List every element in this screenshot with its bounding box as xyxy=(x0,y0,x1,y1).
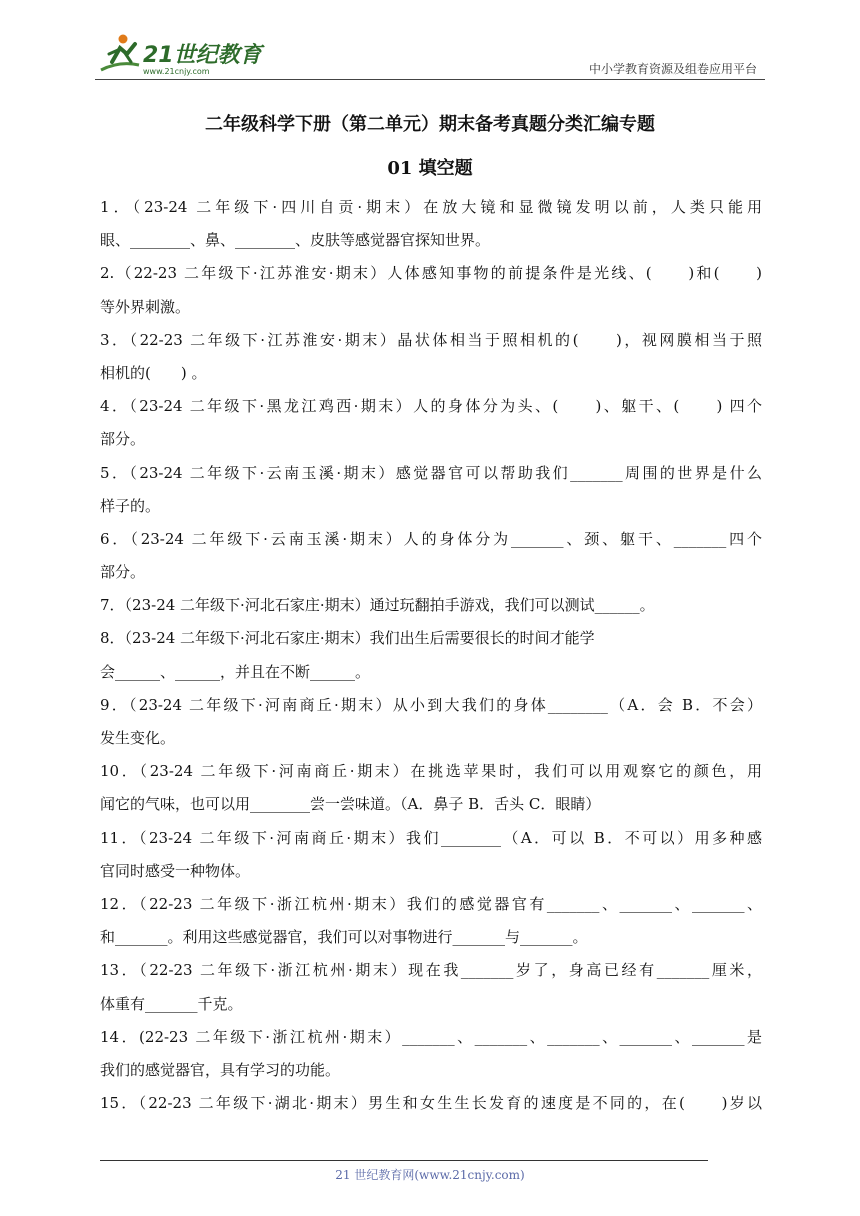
text-line: 眼、________、鼻、________、皮肤等感觉器官探知世界。 xyxy=(100,231,491,250)
text-line: 和_______。利用这些感觉器官，我们可以对事物进行_______与_______。 xyxy=(100,928,588,947)
text-line: 我们的感觉器官，具有学习的功能。 xyxy=(100,1060,341,1079)
logo-text: 21世纪教育 xyxy=(143,43,262,68)
platform-name: 中小学教育资源及组卷应用平台 xyxy=(588,62,757,76)
header-divider xyxy=(95,79,765,80)
text-line: 12．（22-23 二年级下·浙江杭州·期末）我们的感觉器官有_______、_______、_______、 xyxy=(100,894,762,913)
text-line: 会______、______，并且在不断______。 xyxy=(100,662,371,681)
footer-text: 21 世纪教育网(www.21cnjy.com) xyxy=(335,1168,525,1182)
page-header xyxy=(95,28,765,82)
text-line: 3．（22-23 二年级下·江苏淮安·期末）晶状体相当于照相机的( )，视网膜相当于照 xyxy=(100,330,762,349)
text-line: 4．（23-24 二年级下·黑龙江鸡西·期末）人的身体分为头、( )、躯干、( ) 四个 xyxy=(100,397,762,416)
section-title: 01 填空题 xyxy=(387,158,473,179)
text-line: 1．（23-24 二年级下·四川自贡·期末）在放大镜和显微镜发明以前，人类只能用 xyxy=(100,198,762,216)
text-line: 体重有_______千克。 xyxy=(100,994,243,1013)
text-line: 7．（23-24 二年级下·河北石家庄·期末）通过玩翻拍手游戏，我们可以测试______。 xyxy=(100,596,655,615)
text-line: 部分。 xyxy=(100,430,146,449)
text-line: 6．（23-24 二年级下·云南玉溪·期末）人的身体分为_______、颈、躯干、_______四个 xyxy=(100,529,762,548)
text-line: 闻它的气味，也可以用________尝一尝味道。（A．鼻子 B．舌头 C．眼睛） xyxy=(100,795,601,814)
text-line: 相机的( ) 。 xyxy=(100,363,207,382)
logo-url: www.21cnjy.com xyxy=(143,67,210,76)
document-title: 二年级科学下册（第二单元）期末备考真题分类汇编专题 xyxy=(205,114,655,135)
text-line: 8．（23-24 二年级下·河北石家庄·期末）我们出生后需要很长的时间才能学 xyxy=(100,629,595,648)
text-line: 14．(22-23 二年级下·浙江杭州·期末）_______、_______、_______、_______、_______是 xyxy=(100,1027,762,1046)
text-line: 部分。 xyxy=(100,563,146,582)
text-line: 2.（22-23 二年级下·江苏淮安·期末）人体感知事物的前提条件是光线、( )和( ) xyxy=(100,264,762,283)
text-line: 5．（23-24 二年级下·云南玉溪·期末）感觉器官可以帮助我们_______周围的世界是什么 xyxy=(100,463,762,482)
logo-icon xyxy=(95,32,295,76)
text-line: 等外界刺激。 xyxy=(100,297,191,316)
text-line: 发生变化。 xyxy=(100,729,176,747)
text-line: 9．（23-24 二年级下·河南商丘·期末）从小到大我们的身体________（A．会 B．不会） xyxy=(100,695,762,714)
text-line: 官同时感受一种物体。 xyxy=(100,861,251,880)
footer-divider xyxy=(100,1160,708,1161)
text-line: 样子的。 xyxy=(100,496,161,515)
text-line: 11．（23-24 二年级下·河南商丘·期末）我们________（A．可以 B．不可以）用多种感 xyxy=(100,828,762,847)
text-line: 13．（22-23 二年级下·浙江杭州·期末）现在我_______岁了，身高已经有_______厘米， xyxy=(100,961,762,980)
question-list xyxy=(100,193,762,1122)
text-line: 15．（22-23 二年级下·湖北·期末）男生和女生生长发育的速度是不同的，在( )岁以 xyxy=(100,1094,762,1113)
text-line: 10．（23-24 二年级下·河南商丘·期末）在挑选苹果时，我们可以用观察它的颜色，用 xyxy=(100,762,762,781)
